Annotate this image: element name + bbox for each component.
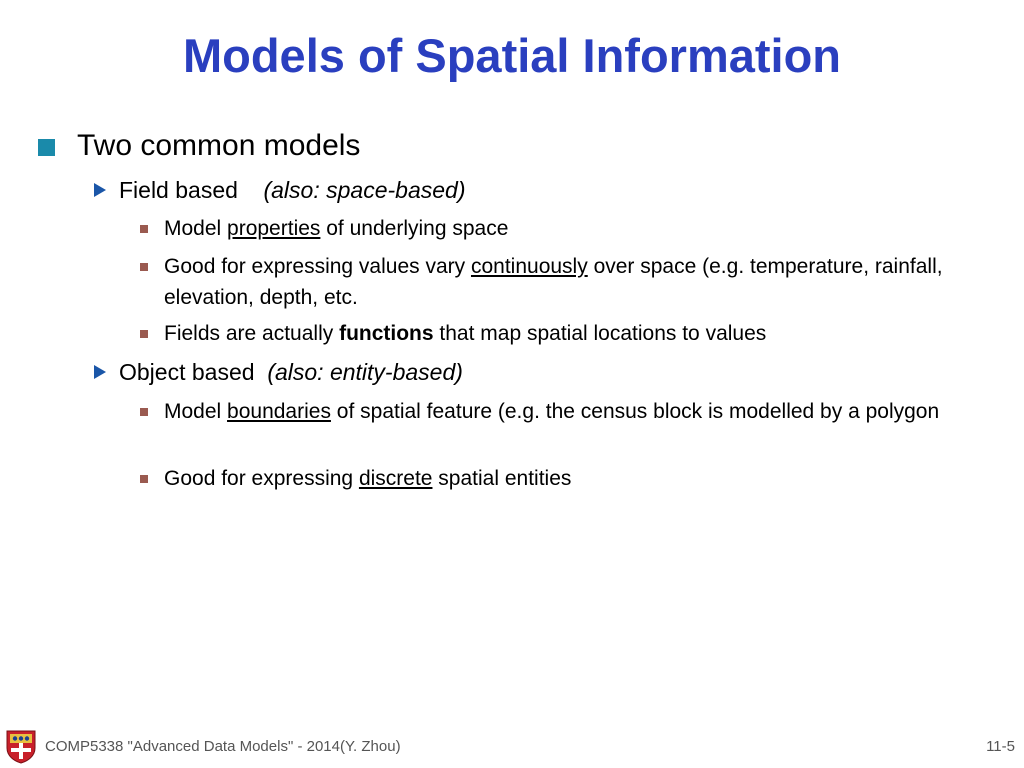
text-part: Model <box>164 400 228 423</box>
text-part: of underlying space <box>320 217 509 240</box>
bullet-text <box>164 463 974 494</box>
small-square-bullet-icon <box>140 408 148 416</box>
object-aside: (also: entity-based) <box>267 359 463 385</box>
university-crest-icon <box>6 730 36 764</box>
underlined-term: boundaries <box>227 400 331 423</box>
text-part: Fields are actually <box>164 322 340 345</box>
text-part: Model <box>164 217 228 240</box>
bullet-text <box>164 396 974 427</box>
underlined-term: discrete <box>358 467 433 490</box>
text-part: spatial entities <box>432 467 572 490</box>
text-part: over space (e.g. temperature, rainfall, elevation, depth, etc. <box>164 255 943 309</box>
small-square-bullet-icon <box>140 330 148 338</box>
small-square-bullet-icon <box>140 263 148 271</box>
text-part: of spatial feature (e.g. the census block is modelled by a polygon <box>330 400 940 423</box>
bullet-text <box>164 318 974 349</box>
square-bullet-icon <box>38 139 55 156</box>
small-square-bullet-icon <box>140 475 148 483</box>
field-aside: (also: space-based) <box>263 177 466 203</box>
small-square-bullet-icon <box>140 225 148 233</box>
text-part: Good for expressing <box>164 467 359 490</box>
text-part: that map spatial locations to values <box>433 322 767 345</box>
page-number: 11-5 <box>986 738 1015 755</box>
bullet-text: Two common models <box>77 129 361 162</box>
underlined-term: properties <box>227 217 321 240</box>
slide-footer <box>0 728 1024 768</box>
bullet-text <box>164 251 974 313</box>
triangle-bullet-icon <box>94 183 106 197</box>
text-part: Good for expressing values vary <box>164 255 471 278</box>
triangle-bullet-icon <box>94 365 106 379</box>
footer-course-text: COMP5338 "Advanced Data Models" - 2014(Y. Zhou) <box>45 738 401 755</box>
bold-term: functions <box>339 322 434 345</box>
bullet-text <box>119 175 465 205</box>
object-label: Object based <box>119 359 255 385</box>
bullet-text <box>119 357 463 387</box>
slide-title: Models of Spatial Information <box>182 29 842 82</box>
underlined-term: continuously <box>470 255 588 278</box>
field-label: Field based <box>119 177 238 203</box>
bullet-text <box>164 213 974 244</box>
